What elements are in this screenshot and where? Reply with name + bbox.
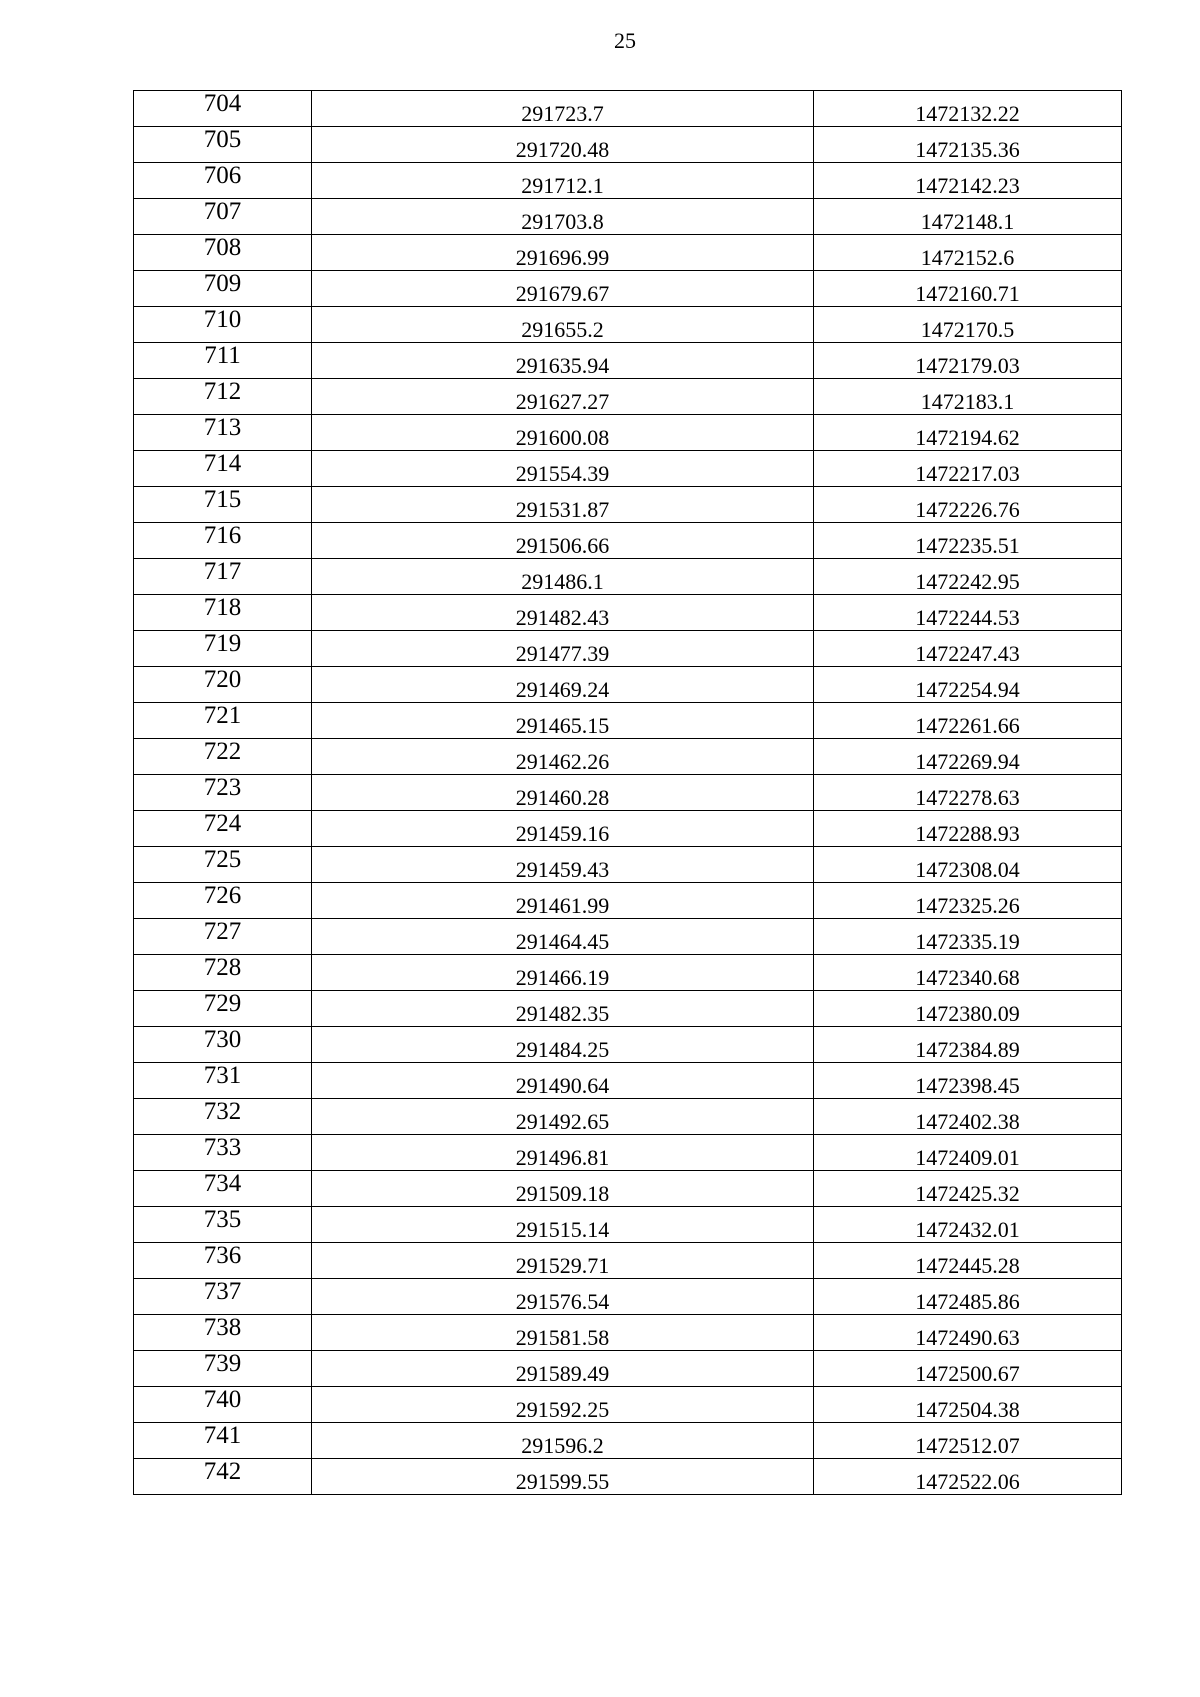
point-id-cell: 736 bbox=[134, 1243, 312, 1279]
point-id-cell: 734 bbox=[134, 1171, 312, 1207]
y-coordinate-cell: 1472485.86 bbox=[814, 1279, 1122, 1315]
table-row bbox=[134, 235, 1122, 271]
y-coordinate-cell: 1472308.04 bbox=[814, 847, 1122, 883]
table-row bbox=[134, 307, 1122, 343]
y-coordinate-cell: 1472445.28 bbox=[814, 1243, 1122, 1279]
y-coordinate-cell: 1472170.5 bbox=[814, 307, 1122, 343]
point-id-cell: 737 bbox=[134, 1279, 312, 1315]
x-coordinate-cell: 291720.48 bbox=[312, 127, 814, 163]
table-row bbox=[134, 91, 1122, 127]
y-coordinate-cell: 1472261.66 bbox=[814, 703, 1122, 739]
y-coordinate-cell: 1472132.22 bbox=[814, 91, 1122, 127]
y-coordinate-cell: 1472512.07 bbox=[814, 1423, 1122, 1459]
table-row bbox=[134, 595, 1122, 631]
table-row bbox=[134, 127, 1122, 163]
y-coordinate-cell: 1472142.23 bbox=[814, 163, 1122, 199]
x-coordinate-cell: 291464.45 bbox=[312, 919, 814, 955]
y-coordinate-cell: 1472522.06 bbox=[814, 1459, 1122, 1495]
y-coordinate-cell: 1472490.63 bbox=[814, 1315, 1122, 1351]
table-row bbox=[134, 451, 1122, 487]
y-coordinate-cell: 1472254.94 bbox=[814, 667, 1122, 703]
point-id-cell: 720 bbox=[134, 667, 312, 703]
x-coordinate-cell: 291484.25 bbox=[312, 1027, 814, 1063]
y-coordinate-cell: 1472242.95 bbox=[814, 559, 1122, 595]
table-row bbox=[134, 811, 1122, 847]
y-coordinate-cell: 1472288.93 bbox=[814, 811, 1122, 847]
y-coordinate-cell: 1472409.01 bbox=[814, 1135, 1122, 1171]
table-row bbox=[134, 631, 1122, 667]
table-row bbox=[134, 523, 1122, 559]
point-id-cell: 741 bbox=[134, 1423, 312, 1459]
point-id-cell: 717 bbox=[134, 559, 312, 595]
x-coordinate-cell: 291576.54 bbox=[312, 1279, 814, 1315]
x-coordinate-cell: 291459.16 bbox=[312, 811, 814, 847]
point-id-cell: 721 bbox=[134, 703, 312, 739]
x-coordinate-cell: 291466.19 bbox=[312, 955, 814, 991]
y-coordinate-cell: 1472247.43 bbox=[814, 631, 1122, 667]
point-id-cell: 727 bbox=[134, 919, 312, 955]
point-id-cell: 706 bbox=[134, 163, 312, 199]
x-coordinate-cell: 291460.28 bbox=[312, 775, 814, 811]
table-row bbox=[134, 1423, 1122, 1459]
table-row bbox=[134, 1387, 1122, 1423]
point-id-cell: 729 bbox=[134, 991, 312, 1027]
table-row bbox=[134, 1459, 1122, 1495]
point-id-cell: 723 bbox=[134, 775, 312, 811]
x-coordinate-cell: 291496.81 bbox=[312, 1135, 814, 1171]
y-coordinate-cell: 1472226.76 bbox=[814, 487, 1122, 523]
x-coordinate-cell: 291696.99 bbox=[312, 235, 814, 271]
point-id-cell: 712 bbox=[134, 379, 312, 415]
x-coordinate-cell: 291482.43 bbox=[312, 595, 814, 631]
x-coordinate-cell: 291679.67 bbox=[312, 271, 814, 307]
x-coordinate-cell: 291655.2 bbox=[312, 307, 814, 343]
x-coordinate-cell: 291459.43 bbox=[312, 847, 814, 883]
table-row bbox=[134, 1207, 1122, 1243]
point-id-cell: 725 bbox=[134, 847, 312, 883]
x-coordinate-cell: 291509.18 bbox=[312, 1171, 814, 1207]
x-coordinate-cell: 291469.24 bbox=[312, 667, 814, 703]
table-row bbox=[134, 199, 1122, 235]
table-row bbox=[134, 667, 1122, 703]
coordinates-table-body bbox=[134, 91, 1122, 1495]
page-number: 25 bbox=[614, 28, 636, 53]
x-coordinate-cell: 291599.55 bbox=[312, 1459, 814, 1495]
table-row bbox=[134, 163, 1122, 199]
point-id-cell: 739 bbox=[134, 1351, 312, 1387]
y-coordinate-cell: 1472194.62 bbox=[814, 415, 1122, 451]
point-id-cell: 719 bbox=[134, 631, 312, 667]
y-coordinate-cell: 1472244.53 bbox=[814, 595, 1122, 631]
point-id-cell: 726 bbox=[134, 883, 312, 919]
table-row bbox=[134, 1099, 1122, 1135]
y-coordinate-cell: 1472183.1 bbox=[814, 379, 1122, 415]
table-row bbox=[134, 1063, 1122, 1099]
x-coordinate-cell: 291462.26 bbox=[312, 739, 814, 775]
point-id-cell: 710 bbox=[134, 307, 312, 343]
point-id-cell: 733 bbox=[134, 1135, 312, 1171]
y-coordinate-cell: 1472278.63 bbox=[814, 775, 1122, 811]
y-coordinate-cell: 1472384.89 bbox=[814, 1027, 1122, 1063]
table-row bbox=[134, 1279, 1122, 1315]
table-row bbox=[134, 991, 1122, 1027]
x-coordinate-cell: 291589.49 bbox=[312, 1351, 814, 1387]
y-coordinate-cell: 1472160.71 bbox=[814, 271, 1122, 307]
table-row bbox=[134, 919, 1122, 955]
point-id-cell: 711 bbox=[134, 343, 312, 379]
x-coordinate-cell: 291592.25 bbox=[312, 1387, 814, 1423]
point-id-cell: 728 bbox=[134, 955, 312, 991]
table-row bbox=[134, 1135, 1122, 1171]
point-id-cell: 707 bbox=[134, 199, 312, 235]
table-row bbox=[134, 415, 1122, 451]
y-coordinate-cell: 1472179.03 bbox=[814, 343, 1122, 379]
table-row bbox=[134, 271, 1122, 307]
y-coordinate-cell: 1472432.01 bbox=[814, 1207, 1122, 1243]
point-id-cell: 724 bbox=[134, 811, 312, 847]
x-coordinate-cell: 291506.66 bbox=[312, 523, 814, 559]
x-coordinate-cell: 291461.99 bbox=[312, 883, 814, 919]
table-row bbox=[134, 1171, 1122, 1207]
y-coordinate-cell: 1472152.6 bbox=[814, 235, 1122, 271]
point-id-cell: 731 bbox=[134, 1063, 312, 1099]
point-id-cell: 740 bbox=[134, 1387, 312, 1423]
x-coordinate-cell: 291531.87 bbox=[312, 487, 814, 523]
table-row bbox=[134, 1243, 1122, 1279]
y-coordinate-cell: 1472217.03 bbox=[814, 451, 1122, 487]
table-row bbox=[134, 487, 1122, 523]
point-id-cell: 732 bbox=[134, 1099, 312, 1135]
y-coordinate-cell: 1472504.38 bbox=[814, 1387, 1122, 1423]
x-coordinate-cell: 291723.7 bbox=[312, 91, 814, 127]
x-coordinate-cell: 291703.8 bbox=[312, 199, 814, 235]
x-coordinate-cell: 291477.39 bbox=[312, 631, 814, 667]
point-id-cell: 705 bbox=[134, 127, 312, 163]
point-id-cell: 709 bbox=[134, 271, 312, 307]
x-coordinate-cell: 291554.39 bbox=[312, 451, 814, 487]
point-id-cell: 735 bbox=[134, 1207, 312, 1243]
y-coordinate-cell: 1472335.19 bbox=[814, 919, 1122, 955]
x-coordinate-cell: 291627.27 bbox=[312, 379, 814, 415]
coordinates-table bbox=[133, 90, 1122, 1495]
table-row bbox=[134, 955, 1122, 991]
x-coordinate-cell: 291465.15 bbox=[312, 703, 814, 739]
y-coordinate-cell: 1472148.1 bbox=[814, 199, 1122, 235]
x-coordinate-cell: 291482.35 bbox=[312, 991, 814, 1027]
x-coordinate-cell: 291600.08 bbox=[312, 415, 814, 451]
y-coordinate-cell: 1472425.32 bbox=[814, 1171, 1122, 1207]
point-id-cell: 715 bbox=[134, 487, 312, 523]
table-row bbox=[134, 1315, 1122, 1351]
x-coordinate-cell: 291529.71 bbox=[312, 1243, 814, 1279]
x-coordinate-cell: 291635.94 bbox=[312, 343, 814, 379]
point-id-cell: 704 bbox=[134, 91, 312, 127]
point-id-cell: 730 bbox=[134, 1027, 312, 1063]
point-id-cell: 714 bbox=[134, 451, 312, 487]
point-id-cell: 716 bbox=[134, 523, 312, 559]
point-id-cell: 738 bbox=[134, 1315, 312, 1351]
y-coordinate-cell: 1472135.36 bbox=[814, 127, 1122, 163]
table-row bbox=[134, 343, 1122, 379]
x-coordinate-cell: 291596.2 bbox=[312, 1423, 814, 1459]
x-coordinate-cell: 291515.14 bbox=[312, 1207, 814, 1243]
y-coordinate-cell: 1472380.09 bbox=[814, 991, 1122, 1027]
x-coordinate-cell: 291492.65 bbox=[312, 1099, 814, 1135]
y-coordinate-cell: 1472235.51 bbox=[814, 523, 1122, 559]
point-id-cell: 708 bbox=[134, 235, 312, 271]
y-coordinate-cell: 1472402.38 bbox=[814, 1099, 1122, 1135]
table-row bbox=[134, 883, 1122, 919]
x-coordinate-cell: 291712.1 bbox=[312, 163, 814, 199]
x-coordinate-cell: 291490.64 bbox=[312, 1063, 814, 1099]
table-row bbox=[134, 1027, 1122, 1063]
point-id-cell: 718 bbox=[134, 595, 312, 631]
table-row bbox=[134, 379, 1122, 415]
point-id-cell: 722 bbox=[134, 739, 312, 775]
y-coordinate-cell: 1472325.26 bbox=[814, 883, 1122, 919]
x-coordinate-cell: 291581.58 bbox=[312, 1315, 814, 1351]
table-row bbox=[134, 1351, 1122, 1387]
x-coordinate-cell: 291486.1 bbox=[312, 559, 814, 595]
table-row bbox=[134, 559, 1122, 595]
y-coordinate-cell: 1472398.45 bbox=[814, 1063, 1122, 1099]
y-coordinate-cell: 1472340.68 bbox=[814, 955, 1122, 991]
table-row bbox=[134, 739, 1122, 775]
table-row bbox=[134, 847, 1122, 883]
y-coordinate-cell: 1472269.94 bbox=[814, 739, 1122, 775]
point-id-cell: 742 bbox=[134, 1459, 312, 1495]
table-row bbox=[134, 775, 1122, 811]
table-row bbox=[134, 703, 1122, 739]
point-id-cell: 713 bbox=[134, 415, 312, 451]
y-coordinate-cell: 1472500.67 bbox=[814, 1351, 1122, 1387]
